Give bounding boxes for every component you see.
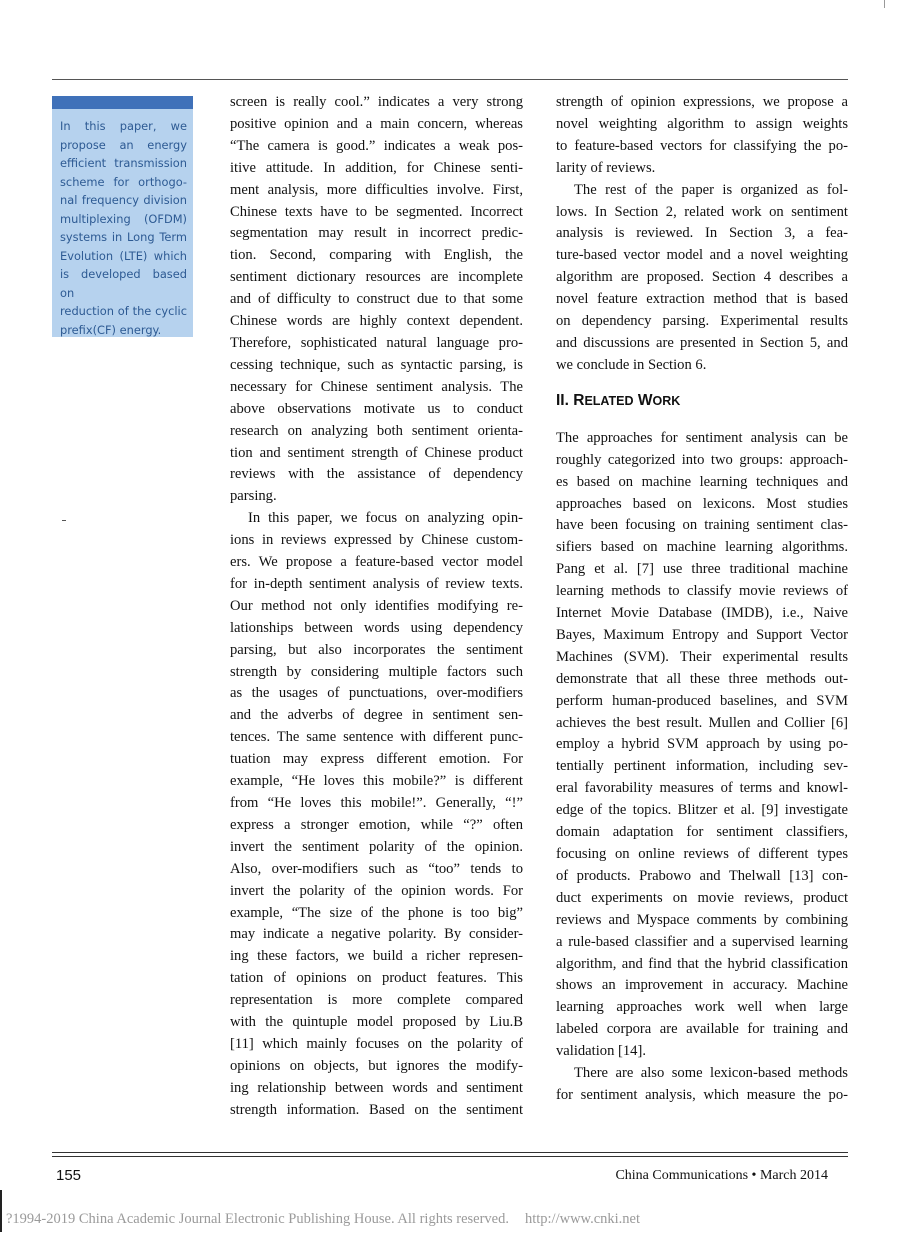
text-line: ing relationship between words and sentiment xyxy=(230,1079,523,1096)
copyright-notice xyxy=(6,1211,806,1228)
text-line: tion and sentiment strength of Chinese product xyxy=(230,444,523,461)
text-line: sentiment dictionary resources are incomplete xyxy=(230,269,523,286)
text-line: screen is really cool.” indicates a very strong xyxy=(230,94,523,110)
text-line: The approaches for sentiment analysis can be xyxy=(556,429,848,446)
text-line: learning approaches work well when large xyxy=(556,999,848,1016)
text-line: for sentiment analysis, which measure the po- xyxy=(556,1086,848,1103)
text-line: shows an improvement in accuracy. Machine xyxy=(556,977,848,994)
text-line: strength by considering multiple factors such xyxy=(230,663,523,680)
text-line: itive attitude. In addition, for Chinese senti- xyxy=(230,159,523,176)
text-line: and of difficulty to construct due to that some xyxy=(230,291,523,308)
text-line: tation of opinions on product features. This xyxy=(230,970,523,987)
sidebar-line: nal frequency division xyxy=(60,193,187,207)
margin-mark xyxy=(62,520,66,521)
text-line: sifiers based on machine learning algorithms. xyxy=(556,539,848,556)
paragraph xyxy=(556,92,848,180)
text-line: and discussions are presented in Section 5, and xyxy=(556,334,848,351)
text-line: opinions on objects, but ignores the modify- xyxy=(230,1057,523,1074)
text-line: example, “He loves this mobile?” is different xyxy=(230,773,523,790)
text-line: as the usages of punctuations, over-modifiers xyxy=(230,685,523,702)
column-2 xyxy=(556,92,848,1107)
text-line: from “He loves this mobile!”. Generally, “!” xyxy=(230,795,523,811)
text-line: invert the sentiment polarity of the opinion. xyxy=(230,838,523,855)
text-line: Our method not only identifies modifying re- xyxy=(230,597,523,614)
paragraph xyxy=(556,428,848,1063)
text-line: roughly categorized into two groups: approach- xyxy=(556,451,848,468)
sidebar-line: efficient transmission xyxy=(60,156,187,170)
heading-cap-w: W xyxy=(637,391,653,409)
text-line: example, “The size of the phone is too big” xyxy=(230,904,523,921)
text-line: In this paper, we focus on analyzing opin- xyxy=(248,510,523,527)
text-line: research on analyzing both sentiment orienta- xyxy=(230,422,523,439)
column-2-body xyxy=(556,428,848,1107)
heading-rest-r: ELATED xyxy=(584,393,634,408)
text-line: eral favorability measures of terms and knowl- xyxy=(556,780,848,797)
text-line: ture-based vector model and a novel weighting xyxy=(556,247,848,264)
text-line: validation [14]. xyxy=(556,1043,646,1060)
copyright-url: http://www.cnki.net xyxy=(524,1211,641,1227)
copyright-text: ?1994-2019 China Academic Journal Electronic Publishing House. All rights reserved. xyxy=(6,1211,509,1227)
text-line: employ a hybrid SVM approach by using po- xyxy=(556,736,848,753)
text-line: algorithm are proposed. Section 4 describes a xyxy=(556,269,848,286)
text-line: achieves the best result. Mullen and Collier [6] xyxy=(556,714,848,731)
text-line: There are also some lexicon-based methods xyxy=(574,1065,848,1082)
text-line: Therefore, sophisticated natural language pro- xyxy=(230,334,523,351)
text-line: analysis is reviewed. In Section 3, a fea- xyxy=(556,225,848,242)
text-line: may indicate a negative polarity. By consider- xyxy=(230,926,523,943)
text-line: ers. We propose a feature-based vector model xyxy=(230,554,523,571)
text-line: tentially pertinent information, including sev- xyxy=(556,758,848,775)
text-line: Chinese texts have to be segmented. Incorrect xyxy=(230,203,523,220)
text-line: a rule-based classifier and a supervised learning xyxy=(556,933,848,950)
text-line: ing these factors, we build a richer represen- xyxy=(230,948,523,965)
pull-quote-sidebar xyxy=(52,96,193,337)
text-line: [11] which mainly focuses on the polarity of xyxy=(230,1035,523,1052)
text-line: labeled corpora are available for training and xyxy=(556,1021,848,1038)
text-line: strength information. Based on the sentiment xyxy=(230,1101,523,1118)
text-line: express a stronger emotion, while “?” often xyxy=(230,816,523,833)
text-line: positive opinion and a main concern, whereas xyxy=(230,115,523,132)
journal-issue: China Communications • March 2014 xyxy=(615,1168,828,1183)
paragraph xyxy=(556,180,848,377)
sidebar-line: reduction of the cyclic xyxy=(60,304,187,318)
text-line: es based on machine learning techniques and xyxy=(556,473,848,490)
text-line: tences. The same sentence with different punc- xyxy=(230,729,523,746)
text-line: novel feature extraction method that is based xyxy=(556,291,848,308)
text-line: segmentation may result in incorrect predic- xyxy=(230,225,523,242)
text-line: strength of opinion expressions, we propose a xyxy=(556,94,848,110)
text-line: Chinese words are highly context dependent. xyxy=(230,313,523,330)
page-number: 155 xyxy=(56,1167,82,1184)
text-line: Bayes, Maximum Entropy and Support Vector xyxy=(556,626,848,643)
text-line: ions in reviews expressed by Chinese custom- xyxy=(230,532,523,549)
text-line: algorithm, and find that the hybrid classification xyxy=(556,955,848,972)
sidebar-line: multiplexing (OFDM) xyxy=(60,211,187,226)
text-line: above observations motivate us to conduct xyxy=(230,400,523,417)
text-line: on dependency parsing. Experimental results xyxy=(556,313,848,330)
paragraph xyxy=(230,508,523,1121)
heading-cap-r: R xyxy=(573,391,585,409)
footer-rule-top xyxy=(52,1152,848,1153)
text-line: lationships between words using dependency xyxy=(230,619,523,636)
text-line: representation is more complete compared xyxy=(230,992,523,1009)
text-line: tuation may express different emotion. For xyxy=(230,751,523,768)
text-line: reviews with the assistance of dependency xyxy=(230,466,523,483)
text-line: ment analysis, more difficulties involve. First, xyxy=(230,181,523,198)
text-line: domain adaptation for sentiment classifiers, xyxy=(556,824,848,841)
text-line: approaches based on lexicons. Most studies xyxy=(556,495,848,512)
top-tick xyxy=(884,0,885,8)
text-line: to feature-based vectors for classifying the po- xyxy=(556,137,848,154)
text-line: necessary for Chinese sentiment analysis. The xyxy=(230,378,523,395)
text-line: with the quintuple model proposed by Liu.B xyxy=(230,1014,523,1031)
binding-edge xyxy=(0,1190,2,1232)
text-line: learning methods to classify movie reviews of xyxy=(556,583,848,600)
text-line: for in-depth sentiment analysis of review texts. xyxy=(230,575,523,592)
text-line: Internet Movie Database (IMDB), i.e., Naive xyxy=(556,605,848,622)
header-rule xyxy=(52,79,848,80)
text-line: The rest of the paper is organized as fol- xyxy=(574,181,848,198)
sidebar-line: scheme for orthogo- xyxy=(60,174,187,189)
text-line: lows. In Section 2, related work on sentiment xyxy=(556,203,848,220)
text-line: cessing technique, such as syntactic parsing, is xyxy=(230,356,523,373)
paragraph xyxy=(230,92,523,508)
text-line: focusing on online reviews of different types xyxy=(556,846,848,862)
text-line: reviews and Myspace comments by combining xyxy=(556,911,848,928)
text-line: larity of reviews. xyxy=(556,159,656,176)
text-line: duct experiments on movie reviews, product xyxy=(556,889,848,906)
text-line: perform human-produced baselines, and SVM xyxy=(556,692,848,709)
paragraph xyxy=(556,1063,848,1107)
text-line: invert the polarity of the opinion words. For xyxy=(230,882,523,899)
text-line: Pang et al. [7] use three traditional machine xyxy=(556,561,848,578)
sidebar-accent-bar xyxy=(52,96,193,109)
sidebar-text xyxy=(52,109,193,339)
sidebar-line: systems in Long Term xyxy=(60,230,187,244)
text-line: have been focusing on training sentiment clas- xyxy=(556,517,848,534)
text-line: Machines (SVM). Their experimental results xyxy=(556,648,848,665)
text-line: tion. Second, comparing with English, the xyxy=(230,247,523,264)
sidebar-line: In this paper, we xyxy=(60,119,187,133)
text-line: of products. Prabowo and Thelwall [13] con- xyxy=(556,867,848,884)
heading-rest-w: ORK xyxy=(652,393,681,408)
section-number: II. xyxy=(556,391,569,409)
text-line: parsing, but also incorporates the sentiment xyxy=(230,641,523,658)
text-line: novel weighting algorithm to assign weights xyxy=(556,115,848,132)
footer-rule-bottom xyxy=(52,1156,848,1157)
column-2-intro xyxy=(556,92,848,377)
column-1 xyxy=(230,92,523,1122)
section-heading xyxy=(556,390,848,412)
text-line: edge of the topics. Blitzer et al. [9] investigate xyxy=(556,802,848,819)
text-line: and the adverbs of degree in sentiment sen- xyxy=(230,707,523,724)
sidebar-line: Evolution (LTE) which xyxy=(60,248,187,263)
sidebar-line: prefix(CF) energy. xyxy=(60,322,162,337)
sidebar-line: is developed based on xyxy=(60,267,187,300)
text-line: “The camera is good.” indicates a weak pos- xyxy=(230,137,523,154)
text-line: we conclude in Section 6. xyxy=(556,356,707,373)
text-line: parsing. xyxy=(230,488,277,505)
text-line: demonstrate that all these three methods out- xyxy=(556,670,848,687)
sidebar-line: propose an energy xyxy=(60,137,187,152)
text-line: Also, over-modifiers such as “too” tends to xyxy=(230,860,523,877)
